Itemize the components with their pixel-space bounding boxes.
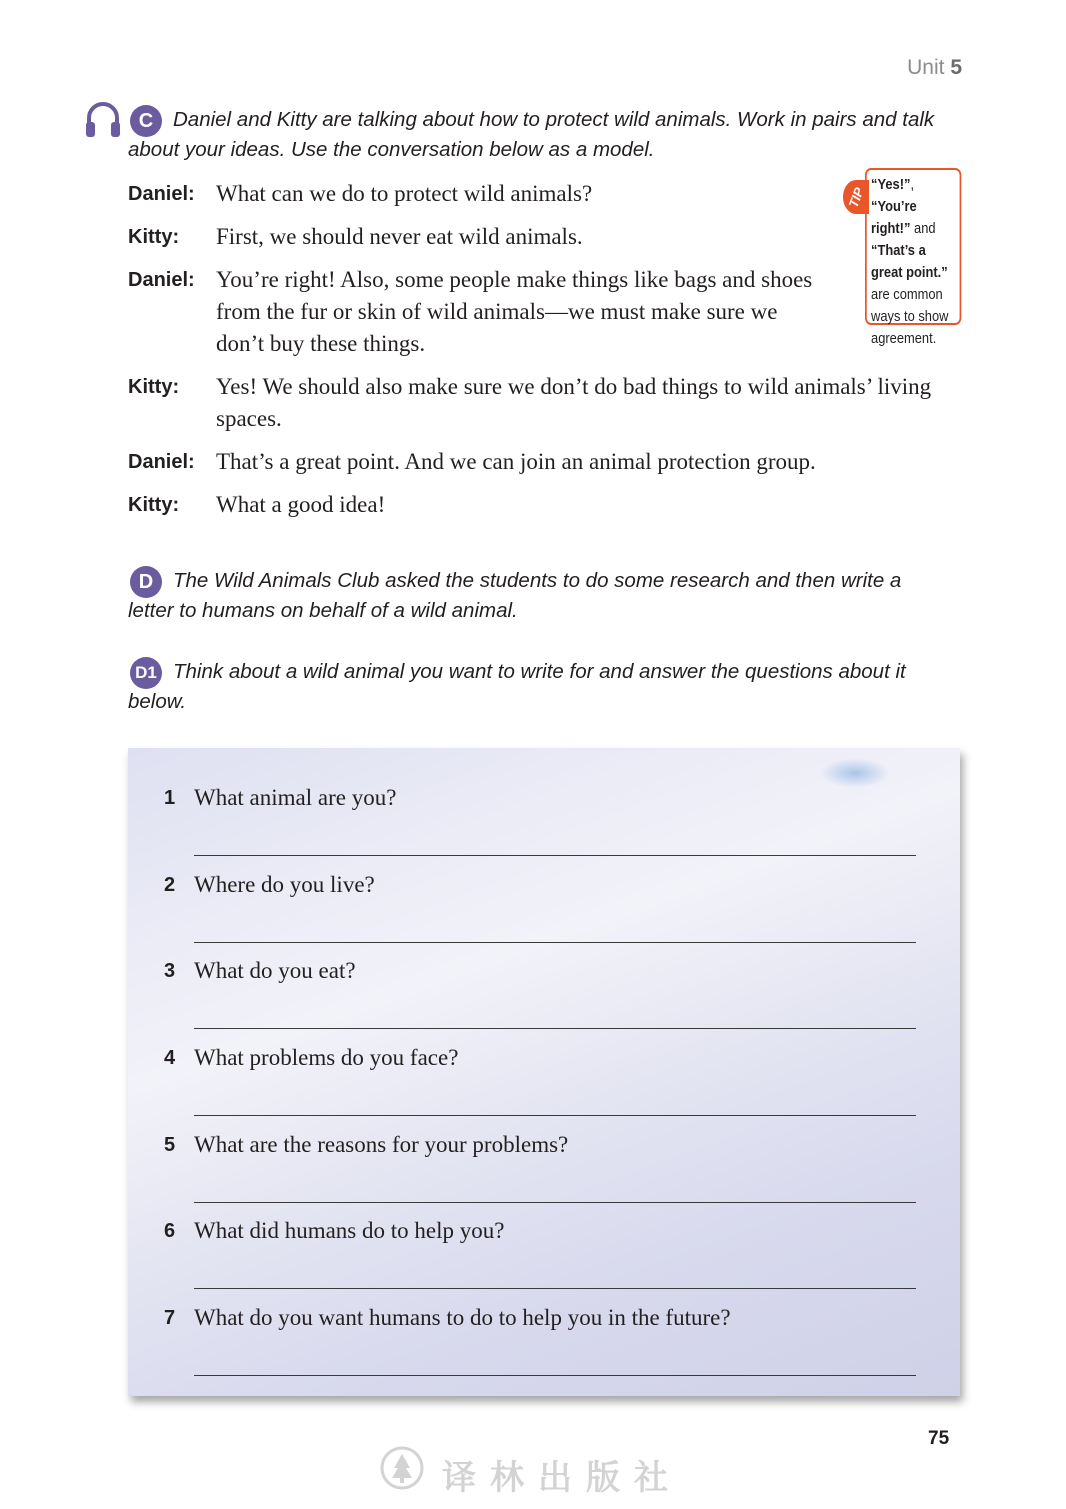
utterance: What a good idea! bbox=[216, 492, 386, 517]
utterance: Yes! We should also make sure we don’t do bad things to wild animals’ living spaces. bbox=[216, 374, 932, 431]
answer-line[interactable] bbox=[194, 942, 916, 943]
dialogue-line bbox=[128, 446, 958, 478]
question-number: 2 bbox=[164, 874, 176, 896]
dialogue-line bbox=[128, 264, 958, 360]
question-paper bbox=[128, 748, 960, 1396]
question-number: 1 bbox=[164, 787, 176, 809]
section-d-text: The Wild Animals Club asked the students to do some research and then write a letter to humans on behalf of a wild animal. bbox=[128, 569, 902, 622]
tip-label-text: TIP bbox=[845, 184, 867, 210]
tip-phrase-yes: “Yes!” bbox=[871, 176, 911, 193]
unit-header bbox=[907, 56, 962, 80]
dialogue-line bbox=[128, 221, 958, 253]
question-number: 3 bbox=[164, 960, 176, 982]
answer-line[interactable] bbox=[194, 1288, 916, 1289]
headphones-icon[interactable] bbox=[84, 100, 122, 140]
question-text: What are the reasons for your problems? bbox=[194, 1132, 569, 1157]
dialogue-line bbox=[128, 371, 958, 435]
tip-content bbox=[865, 168, 961, 347]
speaker: Kitty: bbox=[128, 226, 180, 248]
question-number: 6 bbox=[164, 1220, 176, 1242]
publisher-seal-icon bbox=[380, 1446, 424, 1490]
section-d1-text: Think about a wild animal you want to write for and answer the questions about it below. bbox=[128, 660, 906, 713]
question-text: Where do you live? bbox=[194, 872, 375, 897]
unit-number: 5 bbox=[950, 56, 962, 79]
section-c-text: Daniel and Kitty are talking about how to protect wild animals. Work in pairs and talk about your ideas. Use the conversation below as a model. bbox=[128, 108, 935, 161]
dialogue bbox=[128, 178, 958, 532]
dialogue-line bbox=[128, 178, 958, 210]
question-text: What did humans do to help you? bbox=[194, 1218, 505, 1243]
answer-line[interactable] bbox=[194, 1375, 916, 1376]
speaker: Daniel: bbox=[128, 183, 195, 205]
watermark-text: 译林出版社 bbox=[442, 1460, 682, 1497]
tip-sep: and bbox=[910, 220, 936, 237]
tip-rest: are common ways to show agreement. bbox=[871, 286, 949, 347]
section-d1-badge: D1 bbox=[130, 657, 162, 689]
utterance: That’s a great point. And we can join an animal protection group. bbox=[216, 449, 816, 474]
question-number: 5 bbox=[164, 1134, 176, 1156]
section-d1-instruction bbox=[128, 657, 948, 717]
unit-label: Unit bbox=[907, 56, 945, 79]
answer-line[interactable] bbox=[194, 1028, 916, 1029]
tip-box bbox=[843, 168, 963, 347]
tip-phrase-right: “You’re right!” bbox=[871, 198, 917, 237]
question-number: 4 bbox=[164, 1047, 176, 1069]
tip-label bbox=[843, 180, 869, 214]
answer-line[interactable] bbox=[194, 1115, 916, 1116]
section-c-instruction bbox=[128, 105, 948, 165]
question-number: 7 bbox=[164, 1307, 176, 1329]
answer-line[interactable] bbox=[194, 855, 916, 856]
utterance: You’re right! Also, some people make things like bags and shoes from the fur or skin of wild animals—we must make sure we don’t buy these things. bbox=[216, 267, 813, 356]
speaker: Daniel: bbox=[128, 269, 195, 291]
speaker: Daniel: bbox=[128, 451, 195, 473]
page-number: 75 bbox=[928, 1428, 950, 1449]
utterance: First, we should never eat wild animals. bbox=[216, 224, 583, 249]
utterance: What can we do to protect wild animals? bbox=[216, 181, 593, 206]
section-c-badge: C bbox=[130, 105, 162, 137]
tip-sep: , bbox=[910, 176, 915, 193]
section-d-instruction bbox=[128, 566, 948, 626]
question-text: What problems do you face? bbox=[194, 1045, 459, 1070]
speaker: Kitty: bbox=[128, 376, 180, 398]
tip-phrase-point: “That’s a great point.” bbox=[871, 242, 948, 281]
publisher-watermark bbox=[380, 1446, 700, 1496]
question-text: What animal are you? bbox=[194, 785, 397, 810]
question-text: What do you eat? bbox=[194, 958, 356, 983]
paper-highlight bbox=[820, 758, 890, 788]
question-text: What do you want humans to do to help you in the future? bbox=[194, 1305, 731, 1330]
speaker: Kitty: bbox=[128, 494, 180, 516]
section-d-badge: D bbox=[130, 566, 162, 598]
answer-line[interactable] bbox=[194, 1202, 916, 1203]
dialogue-line bbox=[128, 489, 958, 521]
